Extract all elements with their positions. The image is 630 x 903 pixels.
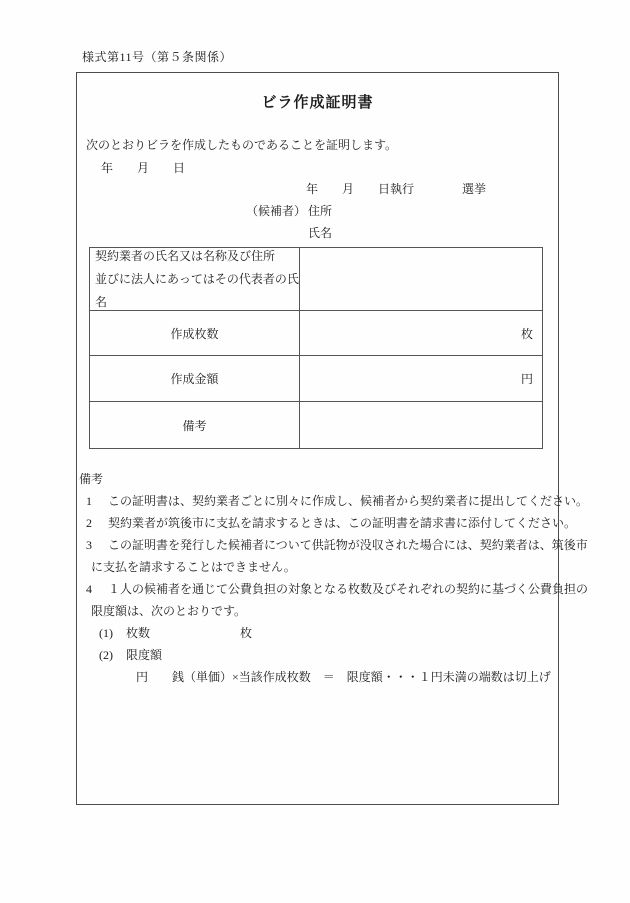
unit-label-sheets: 枚 xyxy=(520,326,533,341)
form-number-label: 様式第11号（第５条関係） xyxy=(82,50,233,64)
issue-date-line: 年 月 日 xyxy=(101,161,186,175)
row-value-amount xyxy=(300,356,542,401)
note-text: 契約業者が筑後市に支払を請求するときは、この証明書を請求書に添付してください。 xyxy=(108,516,577,530)
sub-item-unit: 枚 xyxy=(240,626,253,640)
sub-item-number: (1) xyxy=(99,626,113,640)
note-text: この証明書は、契約業者ごとに別々に作成し、候補者から契約業者に提出してください。 xyxy=(108,494,589,508)
sub-item-number: (2) xyxy=(99,648,113,662)
note-item-2 xyxy=(77,512,577,534)
candidate-prefix-label: （候補者） xyxy=(246,204,307,218)
name-label: 氏名 xyxy=(308,226,333,240)
note-line xyxy=(77,512,577,534)
contract-table xyxy=(89,247,543,449)
row-value-contractor xyxy=(300,248,542,310)
table-row-amount xyxy=(90,355,542,401)
note-line xyxy=(77,490,589,512)
note-text: この証明書を発行した候補者について供託物が没収された場合には、契約業者は、筑後市 xyxy=(108,538,588,552)
row-label-amount: 作成金額 xyxy=(90,356,300,401)
note-item-3 xyxy=(77,534,588,578)
unit-label-yen: 円 xyxy=(520,372,533,386)
note-line xyxy=(77,578,589,600)
table-row-sheet-count xyxy=(90,310,542,355)
notes-section xyxy=(77,468,589,688)
note-line xyxy=(77,534,588,556)
statement-text: 次のとおりビラを作成したものであることを証明します。 xyxy=(86,138,398,152)
row-value-sheet-count xyxy=(300,311,542,355)
election-date-line: 年 月 日執行 選挙 xyxy=(306,182,487,196)
note-number: 2 xyxy=(86,516,92,530)
row-label-contractor xyxy=(90,248,300,310)
sub-item-limit xyxy=(77,644,556,666)
address-label: 住所 xyxy=(308,204,333,218)
note-number: 4 xyxy=(86,582,92,596)
note-number: 3 xyxy=(86,538,92,552)
certificate-title: ビラ作成証明書 xyxy=(261,95,374,111)
candidate-line xyxy=(246,202,332,219)
sub-item-label: 枚数 xyxy=(126,626,151,640)
note-text: １人の候補者を通じて公費負担の対象となる枚数及びそれぞれの契約に基づく公費負担の xyxy=(108,582,589,596)
note-item-4 xyxy=(77,578,589,622)
row-label-sheet-count: 作成枚数 xyxy=(90,311,300,355)
row-label-line1: 契約業者の氏名又は名称及び住所 xyxy=(95,248,276,263)
note-text-continuation: 限度額は、次のとおりです。 xyxy=(91,604,247,618)
row-value-remarks xyxy=(300,402,542,448)
note-item-1 xyxy=(77,490,589,512)
table-row-contractor xyxy=(90,248,542,310)
sub-item-label: 限度額 xyxy=(126,648,163,662)
note-number: 1 xyxy=(86,494,92,508)
note-text-continuation: に支払を請求することはできません。 xyxy=(91,560,296,574)
row-label-remarks: 備考 xyxy=(90,402,300,448)
limit-formula-line: 円 銭（単価）×当該作成枚数 ＝ 限度額・・・１円未満の端数は切上げ xyxy=(136,670,551,684)
notes-heading: 備考 xyxy=(79,472,104,486)
certificate-frame xyxy=(76,72,589,805)
sub-item-count xyxy=(77,622,556,644)
table-row-remarks xyxy=(90,401,542,448)
row-label-line2: 並びに法人にあってはその代表者の氏名 xyxy=(95,271,299,309)
